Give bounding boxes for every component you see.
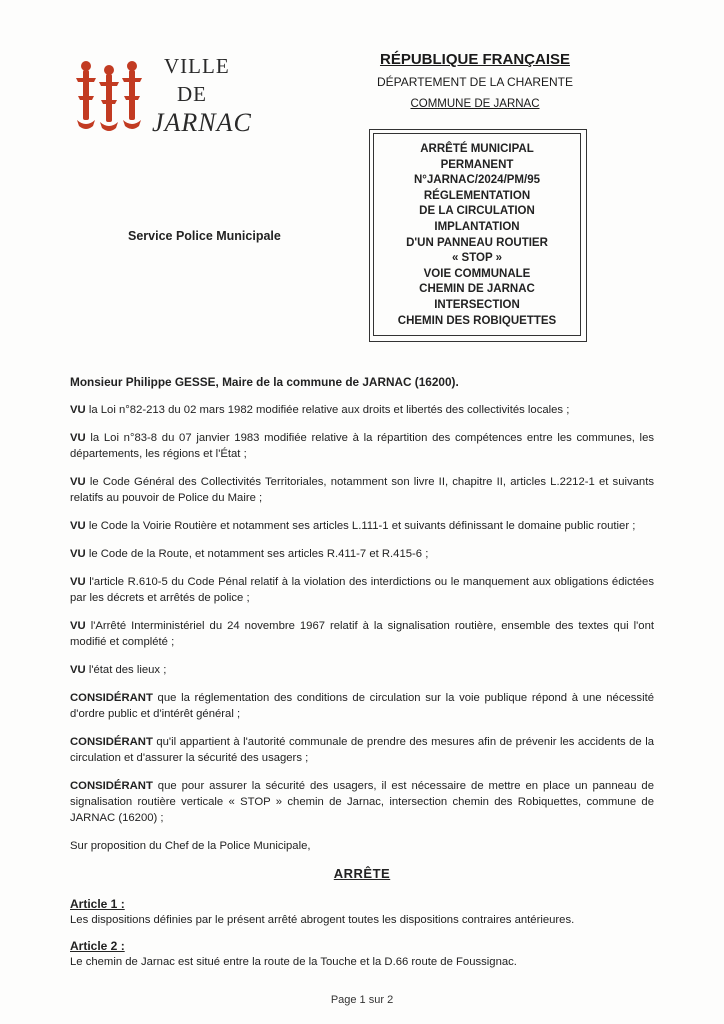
vu-clause	[70, 662, 654, 678]
title-line: ARRÊTÉ MUNICIPAL	[420, 143, 534, 155]
vu-text: l'état des lieux ;	[85, 664, 167, 676]
considerant-lead: CONSIDÉRANT	[70, 780, 153, 792]
logo-de-text: DE	[177, 82, 207, 106]
title-line: INTERSECTION	[434, 298, 520, 311]
vu-clause	[70, 474, 654, 506]
vu-text: l'article R.610-5 du Code Pénal relatif à la violation des interdictions ou le manquement aux obligations édictées par les décrets et arrêtés de police ;	[70, 576, 654, 604]
title-line: VOIE COMMUNALE	[423, 267, 531, 280]
title-line: PERMANENT	[440, 158, 514, 171]
three-brandies-icon	[74, 56, 144, 136]
vu-lead: VU	[70, 620, 86, 632]
logo-ville-text: VILLE	[164, 54, 230, 78]
vu-text: le Code de la Route, et notamment ses articles R.411-7 et R.415-6 ;	[85, 548, 429, 560]
vu-text: le Code la Voirie Routière et notamment ses articles L.111-1 et suivants définissant le domaine public routier ;	[85, 520, 636, 532]
considerant-text: qu'il appartient à l'autorité communale de prendre des mesures afin de prévenir les accidents de la circulation et d'assurer la sécurité des usagers ;	[70, 736, 654, 764]
vu-lead: VU	[70, 548, 86, 560]
title-line: RÉGLEMENTATION	[423, 189, 531, 202]
article-body: Les dispositions définies par le présent arrêté abrogent toutes les dispositions contraires antérieures.	[70, 914, 575, 926]
title-line: DE LA CIRCULATION	[419, 205, 535, 218]
republique-title: RÉPUBLIQUE FRANÇAISE	[379, 51, 570, 68]
proposition-line: Sur proposition du Chef de la Police Municipale,	[70, 840, 311, 852]
considerant-lead: CONSIDÉRANT	[70, 736, 153, 748]
departement-label: DÉPARTEMENT DE LA CHARENTE	[376, 75, 574, 89]
considerant-text: que pour assurer la sécurité des usagers, il est nécessaire de mettre en place un panneau de signalisation routière verticale « STOP » chemin de Jarnac, intersection chemin des Robiquettes, commune de JARNAC (16200) ;	[70, 780, 654, 824]
title-line: D'UN PANNEAU ROUTIER	[406, 236, 548, 249]
vu-text: la Loi n°82-213 du 02 mars 1982 modifiée relative aux droits et libertés des collectivités locales ;	[85, 404, 570, 416]
document-body	[70, 374, 654, 980]
considerant-clause	[70, 734, 654, 766]
vu-text: l'Arrêté Interministériel du 24 novembre 1967 relatif à la signalisation routière, ensemble des textes qui l'ont modifié et complété ;	[70, 620, 654, 648]
title-line: CHEMIN DES ROBIQUETTES	[397, 314, 557, 327]
vu-text: la Loi n°83-8 du 07 janvier 1983 modifiée relative à la répartition des compétences entre les communes, les départements, les régions et l'État ;	[70, 432, 654, 460]
vu-lead: VU	[70, 520, 86, 532]
title-line: N°JARNAC/2024/PM/95	[413, 174, 541, 187]
logo-jarnac-text: JARNAC	[152, 108, 252, 137]
vu-text: le Code Général des Collectivités Territoriales, notamment son livre II, chapitre II, articles L.2212-1 et suivants relatifs au pouvoir de Police du Maire ;	[70, 476, 654, 504]
title-line: « STOP »	[451, 252, 503, 265]
considerant-text: que la réglementation des conditions de circulation sur la voie publique répond à une nécessité d'ordre public et d'intérêt général ;	[70, 692, 654, 720]
vu-lead: VU	[70, 404, 86, 416]
title-box	[373, 133, 581, 336]
republic-header	[360, 50, 590, 112]
article-body: Le chemin de Jarnac est situé entre la route de la Touche et la D.66 route de Foussignac.	[70, 956, 517, 968]
page-number: Page 1 sur 2	[330, 994, 394, 1006]
mayor-intro: Monsieur Philippe GESSE, Maire de la commune de JARNAC (16200).	[70, 375, 459, 389]
considerant-clause	[70, 778, 654, 826]
vu-lead: VU	[70, 432, 86, 444]
vu-clause	[70, 618, 654, 650]
vu-clause	[70, 430, 654, 462]
vu-lead: VU	[70, 664, 86, 676]
title-line: IMPLANTATION	[434, 220, 520, 233]
vu-lead: VU	[70, 576, 86, 588]
title-line: CHEMIN DE JARNAC	[419, 283, 535, 296]
vu-clause	[70, 546, 654, 562]
service-label: Service Police Municipale	[128, 229, 281, 243]
vu-clause	[70, 574, 654, 606]
arrete-heading: ARRÊTE	[333, 866, 391, 881]
vu-lead: VU	[70, 476, 86, 488]
considerant-clause	[70, 690, 654, 722]
vu-clause	[70, 518, 654, 534]
vu-clause	[70, 402, 654, 418]
considerant-lead: CONSIDÉRANT	[70, 692, 153, 704]
article-title: Article 2 :	[70, 939, 125, 953]
article-title: Article 1 :	[70, 897, 125, 911]
commune-label: COMMUNE DE JARNAC	[410, 98, 540, 110]
city-logo	[74, 52, 264, 142]
